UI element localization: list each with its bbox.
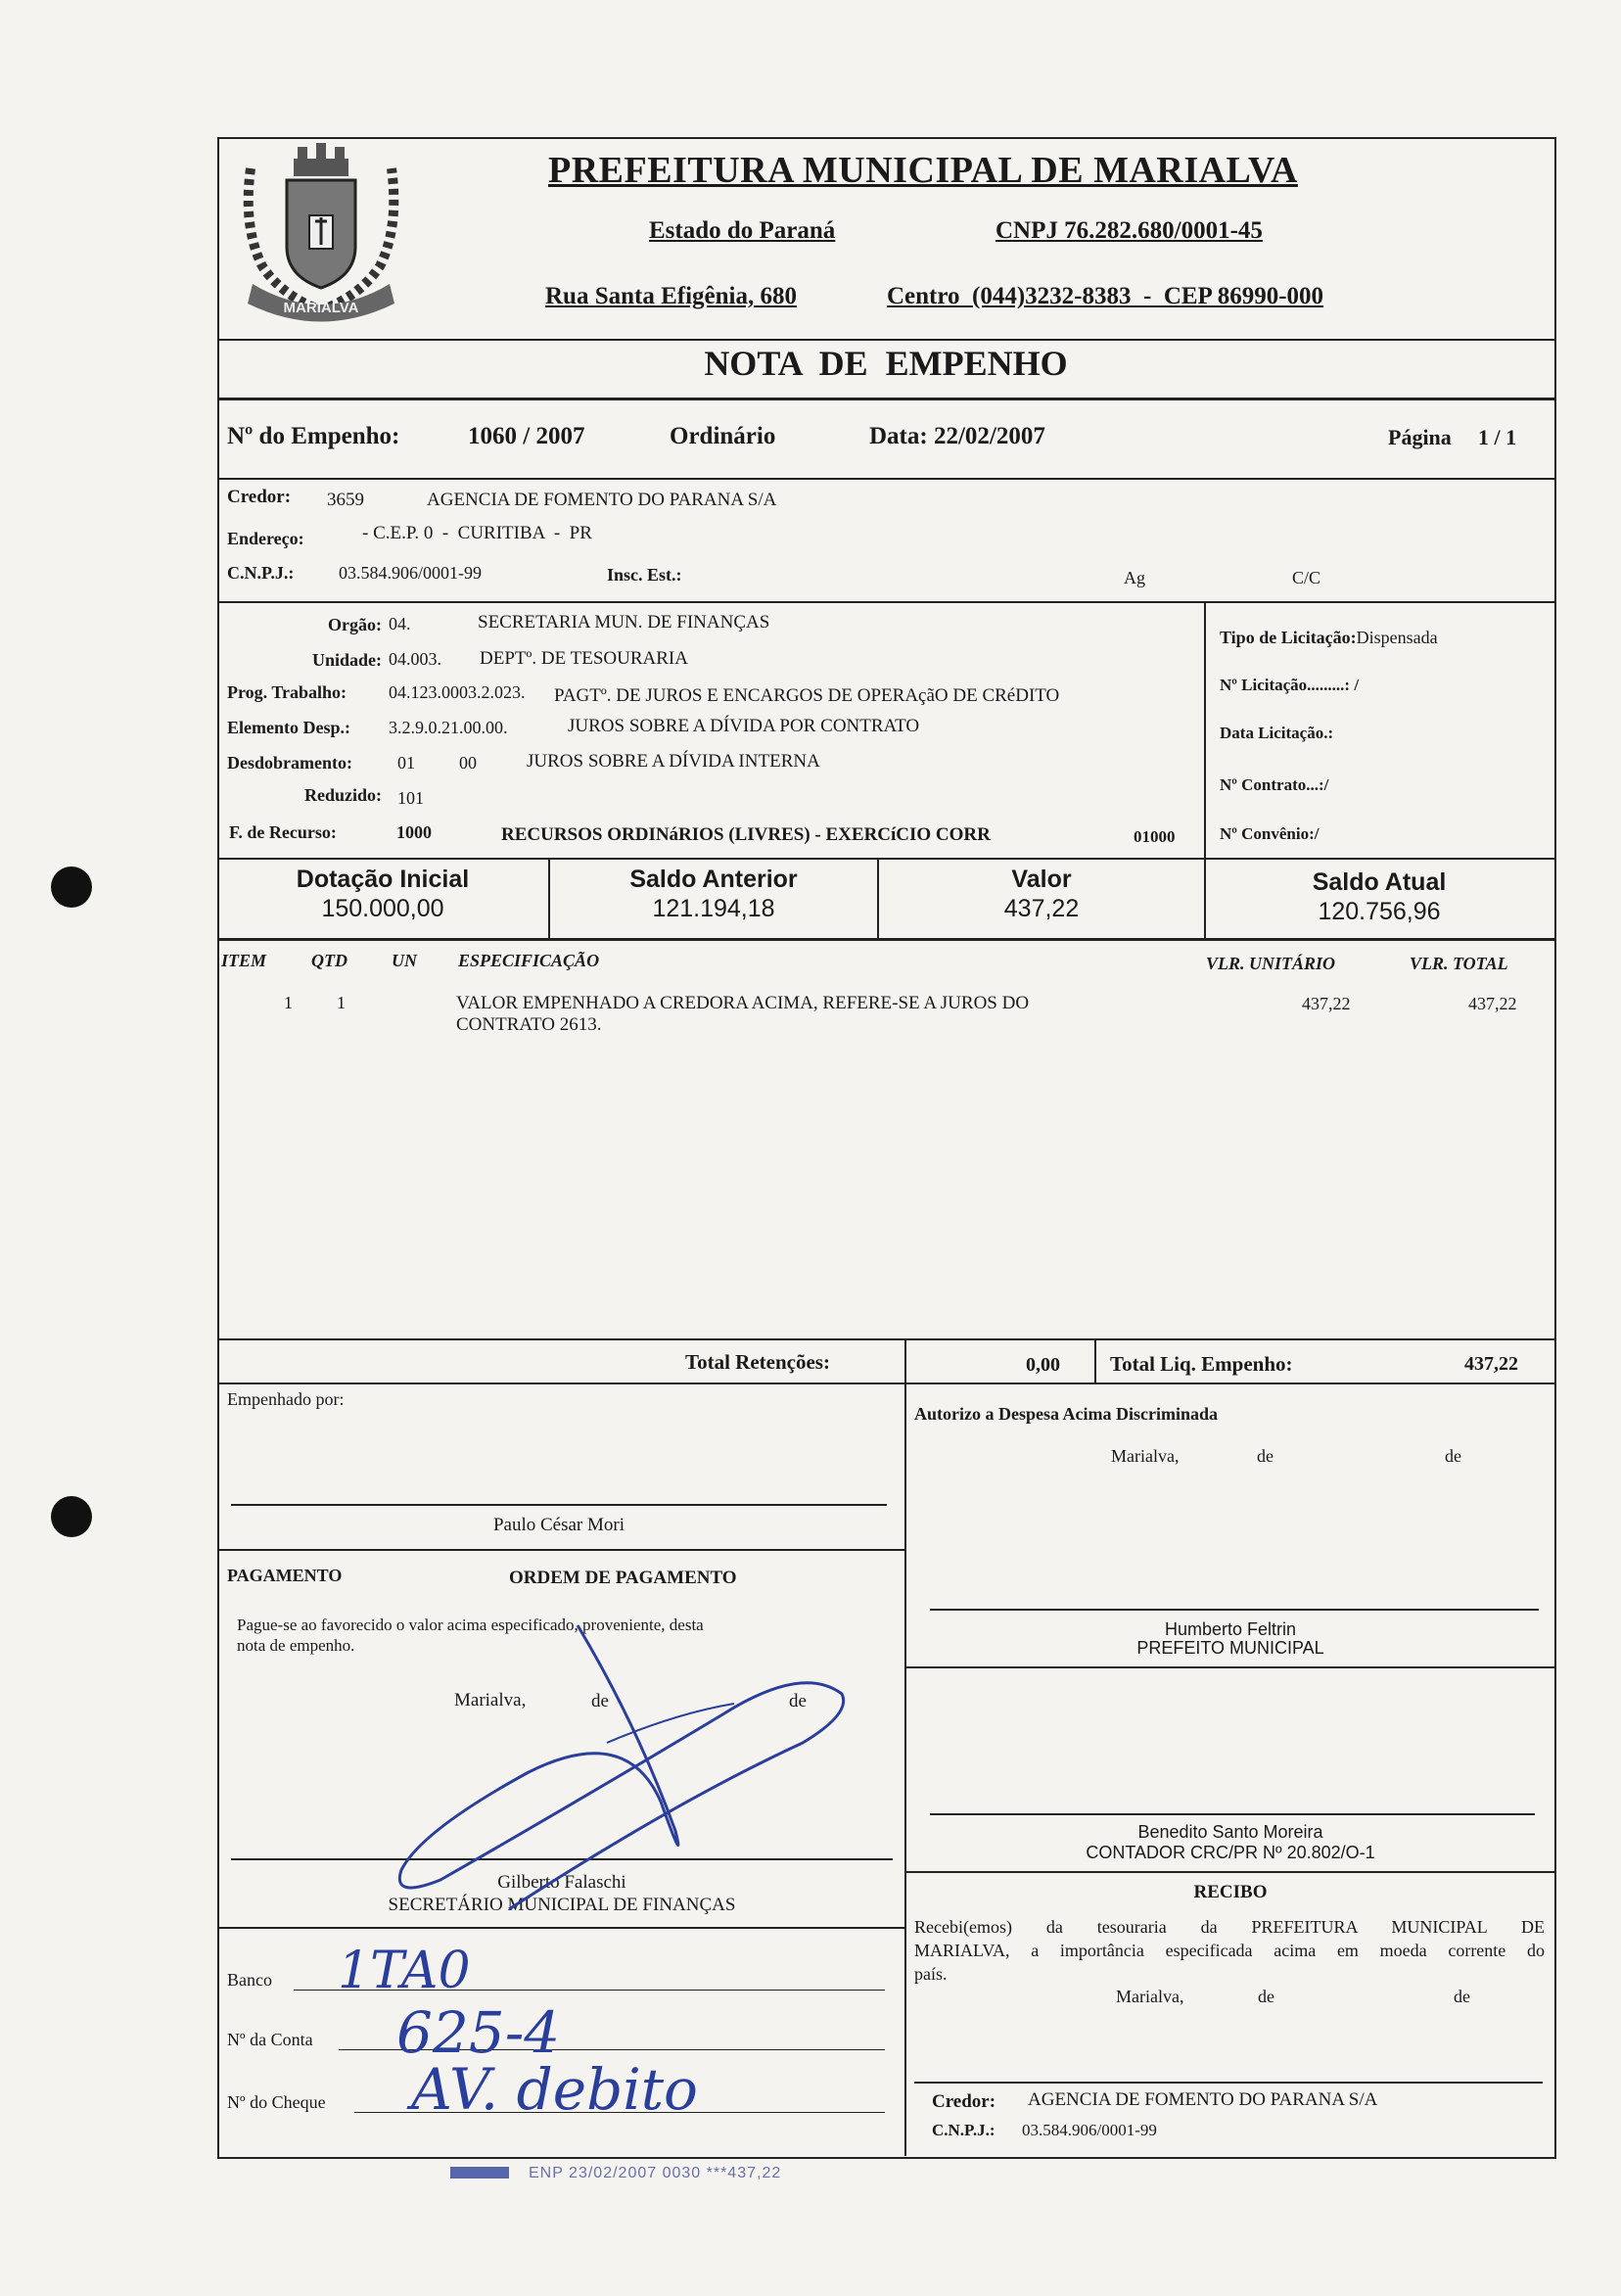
cc-label: C/C [1292, 568, 1321, 587]
footer-stamp: ENP 23/02/2007 0030 ***437,22 [529, 2165, 782, 2181]
ordem-pagamento-label: ORDEM DE PAGAMENTO [509, 1568, 737, 1588]
autorizo-de-2: de [1445, 1446, 1461, 1466]
recibo-cnpj: 03.584.906/0001-99 [1022, 2121, 1157, 2139]
empenho-number: 1060 / 2007 [468, 423, 585, 449]
punch-hole [51, 1496, 92, 1537]
saldo-atual-label: Saldo Atual [1312, 868, 1447, 896]
recibo-credor-label: Credor: [932, 2091, 996, 2112]
retencoes-label: Total Retenções: [685, 1350, 830, 1374]
empenho-date: Data: 22/02/2007 [869, 423, 1045, 449]
items-header-vlr-unitario: VLR. UNITÁRIO [1206, 954, 1336, 973]
prog-code: 04.123.0003.2.023. [389, 682, 526, 702]
saldo-atual-value: 120.756,96 [1318, 898, 1441, 925]
orgao-code: 04. [389, 614, 411, 633]
insc-est-label: Insc. Est.: [607, 565, 682, 585]
prefeito-title: PREFEITO MUNICIPAL [1136, 1638, 1324, 1658]
pagamento-city: Marialva, [454, 1690, 527, 1710]
document-title: NOTA DE EMPENHO [704, 344, 1068, 383]
item-row-desc-line2: CONTRATO 2613. [456, 1014, 602, 1035]
valor-label: Valor [1011, 866, 1072, 893]
contador-name: Benedito Santo Moreira [1137, 1822, 1323, 1842]
tipo-licitacao [1220, 628, 1438, 648]
pague-se-line2: nota de empenho. [237, 1636, 355, 1655]
autorizo-label: Autorizo a Despesa Acima Discriminada [914, 1404, 1218, 1424]
item-row-unit-value: 437,22 [1302, 994, 1351, 1013]
valor-value: 437,22 [1003, 895, 1080, 922]
secretario-name: Gilberto Falaschi [497, 1872, 626, 1893]
recibo-de-2: de [1454, 1987, 1470, 2006]
cheque-label: Nº do Cheque [227, 2092, 326, 2112]
item-row-desc-line1: VALOR EMPENHADO A CREDORA ACIMA, REFERE-SE A JUROS DO [456, 993, 1030, 1013]
recibo-cnpj-label: C.N.P.J.: [932, 2121, 996, 2139]
coat-of-arms-logo [233, 139, 409, 335]
stamp-mark [450, 2167, 509, 2179]
secretario-title: SECRETÁRIO MUNICIPAL DE FINANÇAS [388, 1895, 736, 1915]
recibo-de-1: de [1258, 1987, 1274, 2006]
address-text: Centro (044)3232-8383 - CEP 86990-000 [887, 283, 1324, 309]
banco-label: Banco [227, 1970, 272, 1990]
empenho-type: Ordinário [670, 423, 776, 449]
empenho-number-label: Nº do Empenho: [227, 423, 400, 449]
conta-label: Nº da Conta [227, 2030, 313, 2049]
credor-name: AGENCIA DE FOMENTO DO PARANA S/A [427, 490, 777, 510]
credor-cnpj: 03.584.906/0001-99 [339, 563, 482, 583]
elemento-code: 3.2.9.0.21.00.00. [389, 718, 508, 737]
unidade-desc: DEPTº. DE TESOURARIA [480, 648, 688, 669]
orgao-label: Orgão: [328, 615, 382, 634]
punch-hole [51, 867, 92, 908]
tipo-licitacao-label: Tipo de Licitação: [1220, 628, 1357, 647]
licitacao-date: Data Licitação.: [1220, 724, 1334, 742]
desdobramento-desc: JUROS SOBRE A DÍVIDA INTERNA [527, 751, 820, 772]
unidade-label: Unidade: [311, 650, 382, 670]
desdobramento-b: 00 [459, 753, 477, 773]
saldo-anterior-label: Saldo Anterior [629, 866, 798, 893]
recibo-line3: país. [914, 1964, 948, 1984]
endereco-label: Endereço: [227, 529, 304, 548]
elemento-desc: JUROS SOBRE A DÍVIDA POR CONTRATO [568, 716, 920, 736]
estado-text: Estado do Paraná [649, 217, 836, 244]
saldo-anterior-value: 121.194,18 [652, 895, 775, 922]
credor-address: - C.E.P. 0 - CURITIBA - PR [362, 523, 592, 543]
dotacao-value: 150.000,00 [321, 895, 444, 922]
fonte-label: F. de Recurso: [229, 822, 337, 842]
liq-empenho-value: 437,22 [1464, 1353, 1518, 1375]
prog-label: Prog. Trabalho: [227, 682, 347, 702]
unidade-code: 04.003. [389, 649, 441, 669]
convenio-number: Nº Convênio:/ [1220, 824, 1320, 843]
licitacao-number: Nº Licitação.........: / [1220, 676, 1360, 694]
fonte-code: 1000 [396, 822, 432, 842]
svg-text:MARIALVA: MARIALVA [283, 300, 359, 316]
items-header-item: ITEM [221, 951, 267, 970]
items-header-vlr-total: VLR. TOTAL [1410, 954, 1508, 973]
prefeitura-title: PREFEITURA MUNICIPAL DE MARIALVA [548, 150, 1298, 191]
desdobramento-a: 01 [397, 753, 415, 773]
dotacao-label: Dotação Inicial [296, 866, 470, 893]
orgao-desc: SECRETARIA MUN. DE FINANÇAS [478, 612, 770, 633]
recibo-city: Marialva, [1116, 1987, 1184, 2006]
recibo-line1: Recebi(emos) da tesouraria da PREFEITURA MUNICIPAL DE [914, 1917, 1545, 1937]
handwritten-conta: 625-4 [396, 1999, 561, 2066]
items-header-un: UN [392, 951, 417, 970]
ag-label: Ag [1124, 568, 1145, 587]
pagamento-de-1: de [591, 1691, 609, 1711]
pagamento-label: PAGAMENTO [227, 1566, 343, 1585]
item-row-total-value: 437,22 [1468, 994, 1517, 1013]
item-row-qtd: 1 [337, 993, 346, 1012]
reduzido-label: Reduzido: [303, 785, 382, 805]
liq-empenho-label: Total Liq. Empenho: [1110, 1352, 1293, 1376]
handwritten-signature [382, 1606, 871, 1929]
elemento-label: Elemento Desp.: [227, 718, 350, 737]
credor-code: 3659 [327, 490, 364, 510]
pague-se-line1: Pague-se ao favorecido o valor acima especificado, proveniente, desta [237, 1616, 704, 1634]
page-label: Página [1388, 425, 1452, 449]
recibo-line2: MARIALVA, a importância especificada acima em moeda corrente do [914, 1941, 1545, 1960]
items-header-qtd: QTD [311, 951, 347, 970]
empenhado-por-label: Empenhado por: [227, 1389, 345, 1409]
item-row-number: 1 [284, 993, 293, 1012]
handwritten-banco: 1TA0 [338, 1942, 471, 2000]
prefeito-name: Humberto Feltrin [1164, 1619, 1297, 1639]
empenhado-por-name: Paulo César Mori [492, 1515, 625, 1535]
prog-desc: PAGTº. DE JUROS E ENCARGOS DE OPERAçãO DE CRéDITO [554, 685, 1060, 706]
desdobramento-label: Desdobramento: [227, 753, 352, 773]
autorizo-city: Marialva, [1111, 1446, 1180, 1466]
tipo-licitacao-value: Dispensada [1356, 628, 1438, 647]
contrato-number: Nº Contrato...:/ [1220, 775, 1329, 794]
page-number: 1 / 1 [1478, 425, 1517, 449]
recibo-title: RECIBO [1193, 1882, 1268, 1902]
street-text: Rua Santa Efigênia, 680 [545, 283, 797, 309]
retencoes-value: 0,00 [1026, 1354, 1060, 1376]
items-header-especificacao: ESPECIFICAÇÃO [458, 951, 600, 970]
recibo-credor-name: AGENCIA DE FOMENTO DO PARANA S/A [1028, 2089, 1378, 2110]
fonte-desc: RECURSOS ORDINáRIOS (LIVRES) - EXERCíCIO CORR [501, 824, 991, 845]
contador-title: CONTADOR CRC/PR Nº 20.802/O-1 [1086, 1843, 1375, 1862]
cnpj-header: CNPJ 76.282.680/0001-45 [996, 217, 1263, 244]
cnpj-label: C.N.P.J.: [227, 563, 295, 583]
autorizo-de-1: de [1257, 1446, 1274, 1466]
handwritten-cheque: AV. debito [411, 2056, 698, 2123]
fonte-resource-code: 01000 [1134, 827, 1176, 846]
reduzido-value: 101 [397, 788, 424, 808]
credor-label: Credor: [227, 487, 292, 507]
pagamento-de-2: de [789, 1691, 807, 1711]
